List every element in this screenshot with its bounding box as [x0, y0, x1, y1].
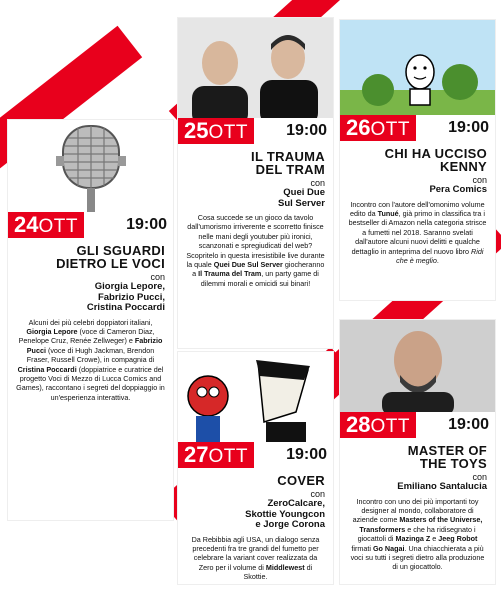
with-label: con: [310, 489, 325, 499]
with-label: con: [472, 175, 487, 185]
with-label: con: [150, 272, 165, 282]
event-date: 24OTT: [8, 212, 84, 238]
event-card-25: [178, 18, 333, 348]
event-time: 19:00: [286, 122, 327, 139]
date-bar: [178, 442, 333, 468]
event-description: Alcuni dei più celebri doppiatori italiani, Giorgia Lepore (voce di Cameron Diaz, Penelope Cruz, Renée Zellweger) e Fabrizio Pucci (voce di Hugh Jackman, Brendon Fraser, Russell Crowe), in compagnia di Cristina Poccardi (doppiatrice e curatrice del progetto Voci di Mezzo di Lucca Comics and Games), raccontano i segreti del doppiaggio in un'esperienza interattiva.: [16, 317, 165, 402]
event-guests: Quei Due Sul Server: [278, 187, 325, 209]
event-time: 19:00: [286, 446, 327, 463]
event-date: 27OTT: [178, 442, 254, 468]
event-title: GLI SGUARDI DIETRO LE VOCI: [56, 243, 165, 271]
event-title: MASTER OF THE TOYS: [407, 443, 487, 471]
event-title: IL TRAUMA DEL TRAM: [251, 149, 325, 177]
event-date: 25OTT: [178, 118, 254, 144]
bald-man-photo: [340, 320, 495, 412]
comic-cover-image: [178, 352, 333, 442]
date-bar: [178, 118, 333, 144]
two-men-photo: [178, 18, 333, 118]
event-card-28: [340, 320, 495, 584]
with-label: con: [472, 472, 487, 482]
event-description: Incontro con uno dei più importanti toy designer al mondo, collaboratore di aziende come Masters of the Universe, Transformers e che ha ridisegnato i giocattoli di Mazinga Z e Jeeg Robot firmati Go Nagai. Una chiacchierata a più voci su tutti i segreti dietro alla produzione di un giocattolo.: [350, 496, 485, 572]
comic-character-icon: [178, 352, 333, 442]
date-bar: [340, 412, 495, 438]
microphone-icon: [8, 120, 173, 212]
cartoon-image: [340, 20, 495, 115]
date-bar: [8, 212, 173, 238]
event-description: Da Rebibbia agli USA, un dialogo senza precedenti fra tre grandi del fumetto per celebrare la variant cover realizzata da Zero per il volume di Middlewest di Skottie.: [191, 534, 320, 582]
event-time: 19:00: [448, 119, 489, 136]
event-guests: Pera Comics: [429, 184, 487, 195]
event-title: CHI HA UCCISO KENNY: [384, 146, 487, 174]
event-description: Cosa succede se un gioco da tavolo dall'umorismo irriverente e scorretto finisce nelle mani degli youtuber più ironici, scanzonati e spregiudicati del web? Scopritelo in questa irresistibile live durante la quale Quei Due Sul Server giocheranno a Il Trauma del Tram, un party game di dilemmi morali e omicidi sui binari!: [186, 213, 325, 288]
cartoon-icon: [340, 20, 495, 115]
event-guests: Emiliano Santalucia: [397, 481, 487, 492]
event-time: 19:00: [448, 416, 489, 433]
event-title: COVER: [277, 473, 325, 488]
event-date: 26OTT: [340, 115, 416, 141]
portrait-photo-icon: [340, 320, 495, 412]
event-time: 19:00: [126, 216, 167, 233]
event-guests: ZeroCalcare, Skottie Youngcon e Jorge Corona: [245, 498, 325, 530]
date-bar: [340, 115, 495, 141]
event-card-26: [340, 20, 495, 300]
with-label: con: [310, 178, 325, 188]
event-card-24: [8, 120, 173, 520]
microphone-image: [8, 120, 173, 212]
people-photo-icon: [178, 18, 333, 118]
event-guests: Giorgia Lepore, Fabrizio Pucci, Cristina Poccardi: [86, 281, 165, 313]
event-card-27: [178, 352, 333, 584]
event-date: 28OTT: [340, 412, 416, 438]
event-description: Incontro con l'autore dell'omonimo volume edito da Tunué, già primo in classifica tra i bestseller di Amazon nella categoria strisce a fumetti nel 2018. Saranno svelati dall'autore alcuni nuovi delitti e qualche dettaglio in anteprima del nuovo libro Ridi che è meglio.: [348, 199, 487, 265]
